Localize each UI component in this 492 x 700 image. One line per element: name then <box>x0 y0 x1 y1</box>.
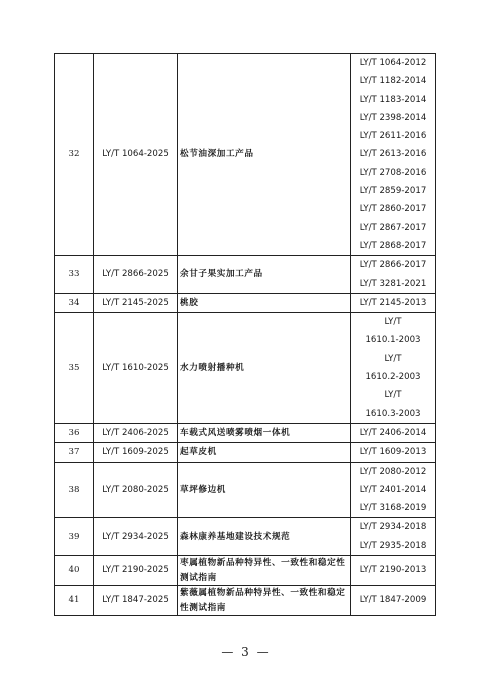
row-number: 37 <box>55 443 94 462</box>
standard-code: LY/T 1610-2025 <box>94 313 178 424</box>
standard-code: LY/T 1609-2025 <box>94 443 178 462</box>
replaced-standards <box>351 556 436 586</box>
standard-name: 松节油深加工产品 <box>178 54 351 256</box>
replaced-standard-code: 1610.1-2003 <box>365 335 421 346</box>
row-number: 35 <box>55 313 94 424</box>
replaced-standard-code: LY/T 2934-2018 <box>359 522 427 533</box>
replaced-standard-code: LY/T <box>384 353 402 364</box>
replaced-standard-code: 1610.3-2003 <box>365 408 421 419</box>
standard-code: LY/T 2934-2025 <box>94 518 178 556</box>
standard-code: LY/T 2406-2025 <box>94 423 178 442</box>
table-row <box>55 256 436 294</box>
row-number: 34 <box>55 293 94 312</box>
standard-code: LY/T 2190-2025 <box>94 556 178 586</box>
row-number: 38 <box>55 462 94 518</box>
table-row <box>55 586 436 616</box>
standards-table <box>54 53 436 616</box>
replaced-standard-code: LY/T 2611-2016 <box>359 131 427 142</box>
replaced-standard-code: LY/T 2398-2014 <box>359 112 427 123</box>
row-number: 39 <box>55 518 94 556</box>
replaced-standards <box>351 423 436 442</box>
replaced-standard-code: LY/T 2708-2016 <box>359 167 427 178</box>
standard-name: 起草皮机 <box>178 443 351 462</box>
replaced-standard-code: LY/T 2145-2013 <box>359 297 427 308</box>
replaced-standard-code: LY/T 2190-2013 <box>359 565 427 576</box>
replaced-standards <box>351 443 436 462</box>
standard-name: 森林康养基地建设技术规范 <box>178 518 351 556</box>
table-row <box>55 293 436 312</box>
replaced-standards <box>351 518 436 556</box>
standard-name: 车载式风送喷雾喷烟一体机 <box>178 423 351 442</box>
table-row <box>55 518 436 556</box>
table-row <box>55 54 436 256</box>
replaced-standard-code: LY/T 1182-2014 <box>359 76 427 87</box>
replaced-standard-code: LY/T 2401-2014 <box>359 484 427 495</box>
replaced-standards <box>351 313 436 424</box>
table-row <box>55 313 436 424</box>
table-row <box>55 443 436 462</box>
replaced-standards <box>351 462 436 518</box>
standard-code: LY/T 2145-2025 <box>94 293 178 312</box>
standard-name: 桃胶 <box>178 293 351 312</box>
replaced-standard-code: 1610.2-2003 <box>365 372 421 383</box>
standard-code: LY/T 1847-2025 <box>94 586 178 616</box>
replaced-standard-code: LY/T 2613-2016 <box>359 149 427 160</box>
standard-code: LY/T 2866-2025 <box>94 256 178 294</box>
replaced-standards <box>351 256 436 294</box>
standards-table-body <box>55 54 436 616</box>
page-number: — 3 — <box>221 645 271 659</box>
replaced-standard-code: LY/T 2080-2012 <box>359 466 427 477</box>
replaced-standard-code: LY/T <box>384 317 402 328</box>
standard-name: 紫薇属植物新品种特异性、一致性和稳定性测试指南 <box>178 586 351 616</box>
standard-name: 水力喷射播种机 <box>178 313 351 424</box>
row-number: 36 <box>55 423 94 442</box>
table-row <box>55 556 436 586</box>
row-number: 32 <box>55 54 94 256</box>
replaced-standard-code: LY/T 3168-2019 <box>359 503 427 514</box>
replaced-standard-code: LY/T 2867-2017 <box>359 222 427 233</box>
replaced-standard-code: LY/T 2935-2018 <box>359 540 427 551</box>
replaced-standard-code: LY/T 1847-2009 <box>359 595 427 606</box>
replaced-standard-code: LY/T 1064-2012 <box>359 58 427 68</box>
replaced-standard-code: LY/T 2406-2014 <box>359 427 427 438</box>
replaced-standard-code: LY/T 1183-2014 <box>359 94 427 105</box>
standard-code: LY/T 1064-2025 <box>94 54 178 256</box>
standard-name: 草坪修边机 <box>178 462 351 518</box>
table-row <box>55 423 436 442</box>
replaced-standard-code: LY/T 1609-2013 <box>359 447 427 458</box>
standard-name: 余甘子果实加工产品 <box>178 256 351 294</box>
replaced-standard-code: LY/T 2868-2017 <box>359 240 427 251</box>
replaced-standards <box>351 293 436 312</box>
row-number: 40 <box>55 556 94 586</box>
replaced-standard-code: LY/T 3281-2021 <box>359 278 427 289</box>
standard-code: LY/T 2080-2025 <box>94 462 178 518</box>
replaced-standard-code: LY/T 2859-2017 <box>359 186 427 197</box>
row-number: 33 <box>55 256 94 294</box>
replaced-standard-code: LY/T 2866-2017 <box>359 260 427 271</box>
replaced-standards <box>351 586 436 616</box>
replaced-standard-code: LY/T 2860-2017 <box>359 204 427 215</box>
standard-name: 枣属植物新品种特异性、一致性和稳定性测试指南 <box>178 556 351 586</box>
row-number: 41 <box>55 586 94 616</box>
table-row <box>55 462 436 518</box>
replaced-standard-code: LY/T <box>384 390 402 401</box>
replaced-standards <box>351 54 436 256</box>
